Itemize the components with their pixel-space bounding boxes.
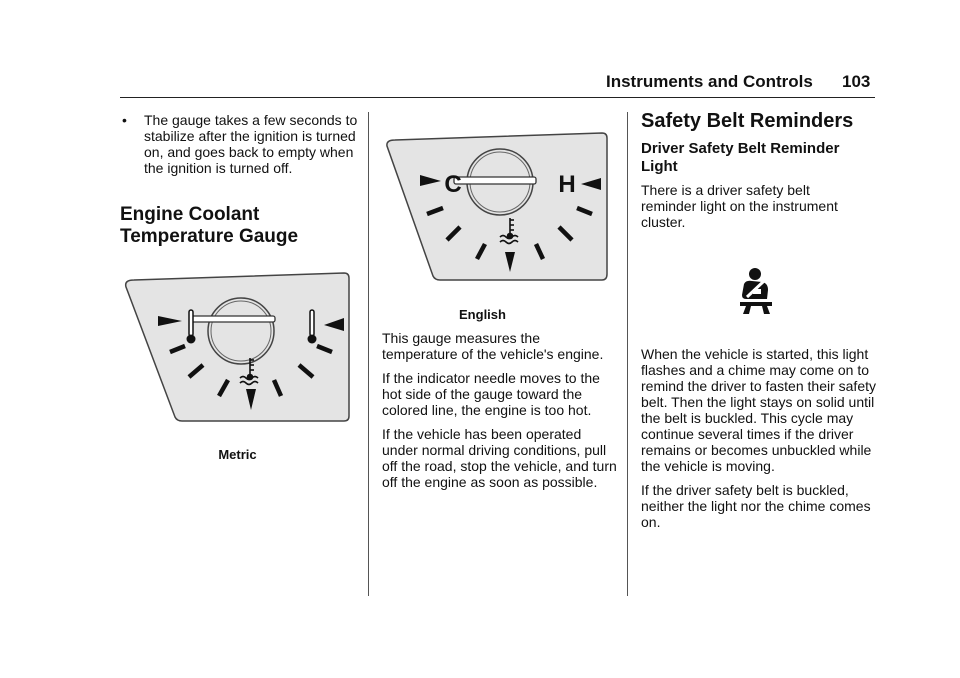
section-title-coolant <box>120 204 360 248</box>
paragraph: If the driver safety belt is buckled, neither the light nor the chime comes on. <box>641 482 871 530</box>
column-divider-1 <box>368 112 369 596</box>
bullet-item <box>120 112 360 176</box>
bullet-marker: • <box>122 112 127 128</box>
subsection-title-line-1: Driver Safety Belt Reminder <box>641 140 840 157</box>
column-divider-2 <box>627 112 628 596</box>
section-title-safety-belt: Safety Belt Reminders <box>641 110 854 132</box>
section-title-line-1: Engine Coolant <box>120 204 260 225</box>
subsection-title-line-2: Light <box>641 158 678 175</box>
column-left <box>120 112 360 176</box>
header-rule <box>120 97 875 98</box>
english-gauge-illustration <box>385 132 610 282</box>
page-number: 103 <box>842 72 871 91</box>
seatbelt-reminder-icon <box>734 266 780 316</box>
subsection-title-driver-reminder <box>641 140 881 176</box>
figure-caption-metric: Metric <box>218 447 257 462</box>
running-header-title: Instruments and Controls <box>606 72 813 91</box>
column-middle-text <box>382 330 618 498</box>
metric-gauge-illustration <box>120 270 350 425</box>
gauge-cold-label: C <box>444 171 462 198</box>
paragraph: If the vehicle has been operated under normal driving conditions, pull off the road, stop the vehicle, and turn off the engine as soon as possible. <box>382 426 617 490</box>
paragraph: If the indicator needle moves to the hot side of the gauge toward the colored line, the engine is too hot. <box>382 370 600 418</box>
figure-caption-english: English <box>459 307 506 322</box>
paragraph: When the vehicle is started, this light flashes and a chime may come on to remind the driver to fasten their safety belt. Then the light stays on solid until the belt is buckled. This cycle may continue several times if the driver remains or becomes unbuckled while the vehicle is moving. <box>641 346 876 474</box>
section-title-line-2: Temperature Gauge <box>120 226 299 247</box>
bullet-text: The gauge takes a few seconds to stabilize after the ignition is turned on, and goes back to empty when the ignition is turned off. <box>144 112 358 176</box>
paragraph: This gauge measures the temperature of the vehicle's engine. <box>382 330 604 362</box>
gauge-hot-label: H <box>558 171 576 198</box>
column-right-text <box>641 346 877 538</box>
intro-paragraph: There is a driver safety belt reminder light on the instrument cluster. <box>641 182 838 230</box>
